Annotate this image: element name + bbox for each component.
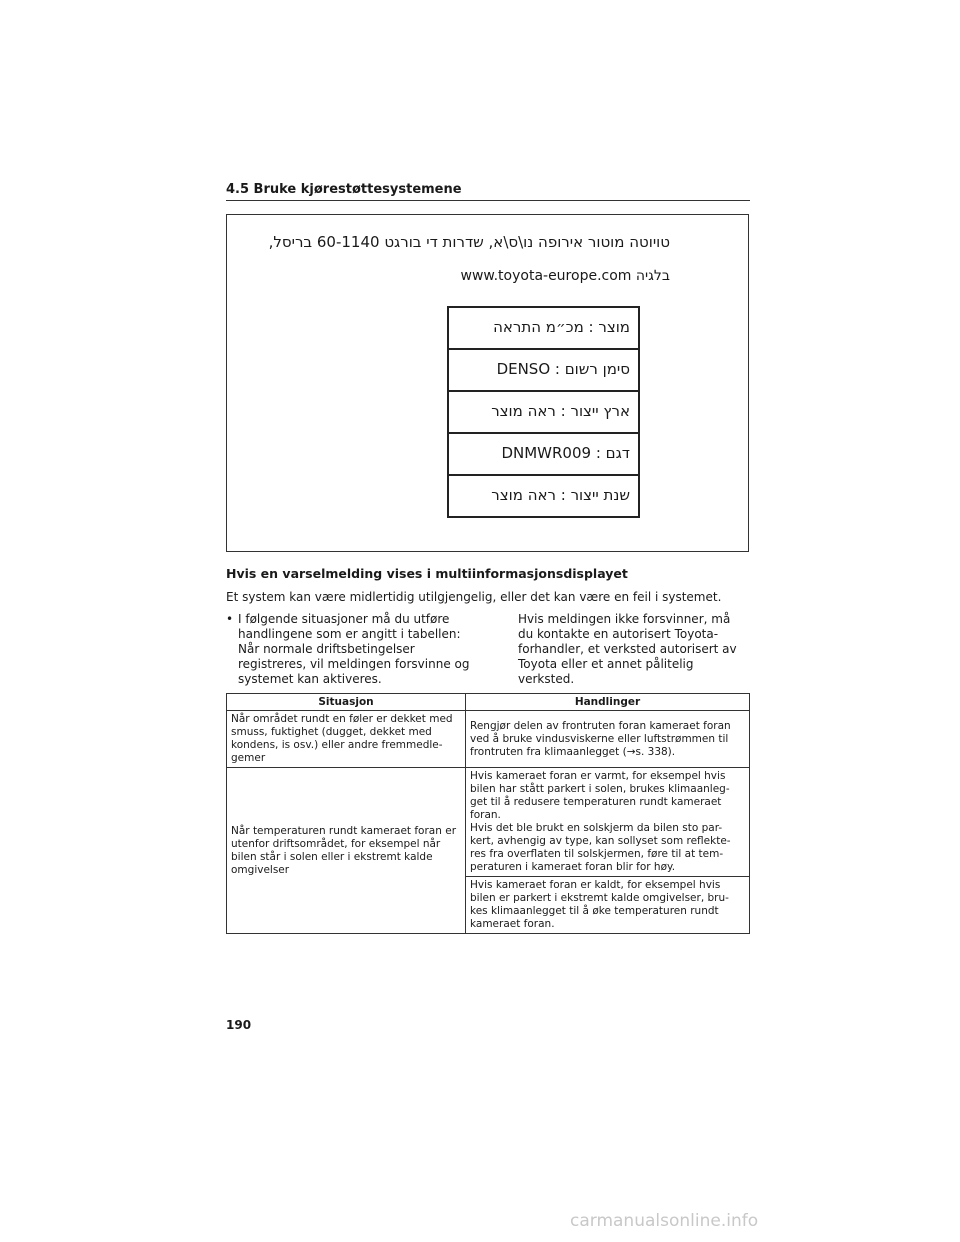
bullet-item [226,612,476,687]
product-label-table [447,306,640,518]
action-warm: Hvis kameraet foran er varmt, for eksempel hvis bilen har stått parkert i solen, brukes klimaanleg-get til å redusere temperaturen rundt kameraet foran. [470,770,730,821]
label-row-model: דגם : DNMWR009 [449,434,638,476]
manufacturer-address: טויוטה מוטור אירופה נו\ס\א, שדרות די בורגט 60-1140 בריסל, [268,233,670,251]
action-cell [466,768,750,877]
label-row-country: ארץ ייצור : ראה מוצר [449,392,638,434]
warning-intro: Et system kan være midlertidig utilgjengelig, eller det kan være en feil i systemet. [226,590,722,604]
table-row [227,711,750,768]
table-row [227,768,750,877]
situation-table [226,693,750,934]
situation-cell: Når temperaturen rundt kameraet foran er utenfor driftsområdet, for eksempel når bilen står i solen eller i ekstremt kalde omgivelser [227,768,466,934]
bullet-continued: Hvis meldingen ikke forsvinner, må du kontakte en autorisert Toyota-forhandler, et verksted autorisert av Toyota eller et annet pålitelig verksted. [518,612,737,686]
situation-cell: Når området rundt en føler er dekket med smuss, fuktighet (dugget, dekket med kondens, is osv.) eller andre fremmedle-gemer [227,711,466,768]
table-header-row [227,694,750,711]
label-row-product: מוצר : מכ״מ התראה [449,308,638,350]
action-cell: Rengjør delen av frontruten foran kameraet foran ved å bruke vindusviskerne eller luftstrømmen til frontruten fra klimaanlegget (→s. 338). [466,711,750,768]
page-number: 190 [226,1018,252,1032]
bullet-mark: • [226,612,234,626]
watermark: carmanualsonline.info [570,1211,759,1231]
label-row-trademark: סימן רשום : DENSO [449,350,638,392]
section-heading: 4.5 Bruke kjørestøttesystemene [226,182,462,197]
label-row-year: שנת ייצור : ראה מוצר [491,486,630,504]
bullet-text: I følgende situasjoner må du utføre handlingene som er angitt i tabellen: Når normale driftsbetingelser registreres, vil meldingen forsvinne og systemet kan aktiveres. [238,612,470,686]
manufacturer-website: בלגיה www.toyota-europe.com [460,268,670,284]
page-header [226,178,750,201]
warning-section-title: Hvis en varselmelding vises i multiinformasjonsdisplayet [226,566,628,581]
header-situation: Situasjon [227,694,466,711]
action-cell: Hvis kameraet foran er kaldt, for eksempel hvis bilen er parkert i ekstremt kalde omgivelser, bru-kes klimaanlegget til å øke temperaturen rundt kameraet foran. [466,877,750,934]
header-actions: Handlinger [466,694,750,711]
product-label-image [226,214,749,552]
action-sunshade: Hvis det ble brukt en solskjerm da bilen sto par-kert, avhengig av type, kan sollyset som reflekte-res fra overflaten til solskjermen, føre til at tem-peraturen i kameraet foran blir for høy. [470,822,731,873]
